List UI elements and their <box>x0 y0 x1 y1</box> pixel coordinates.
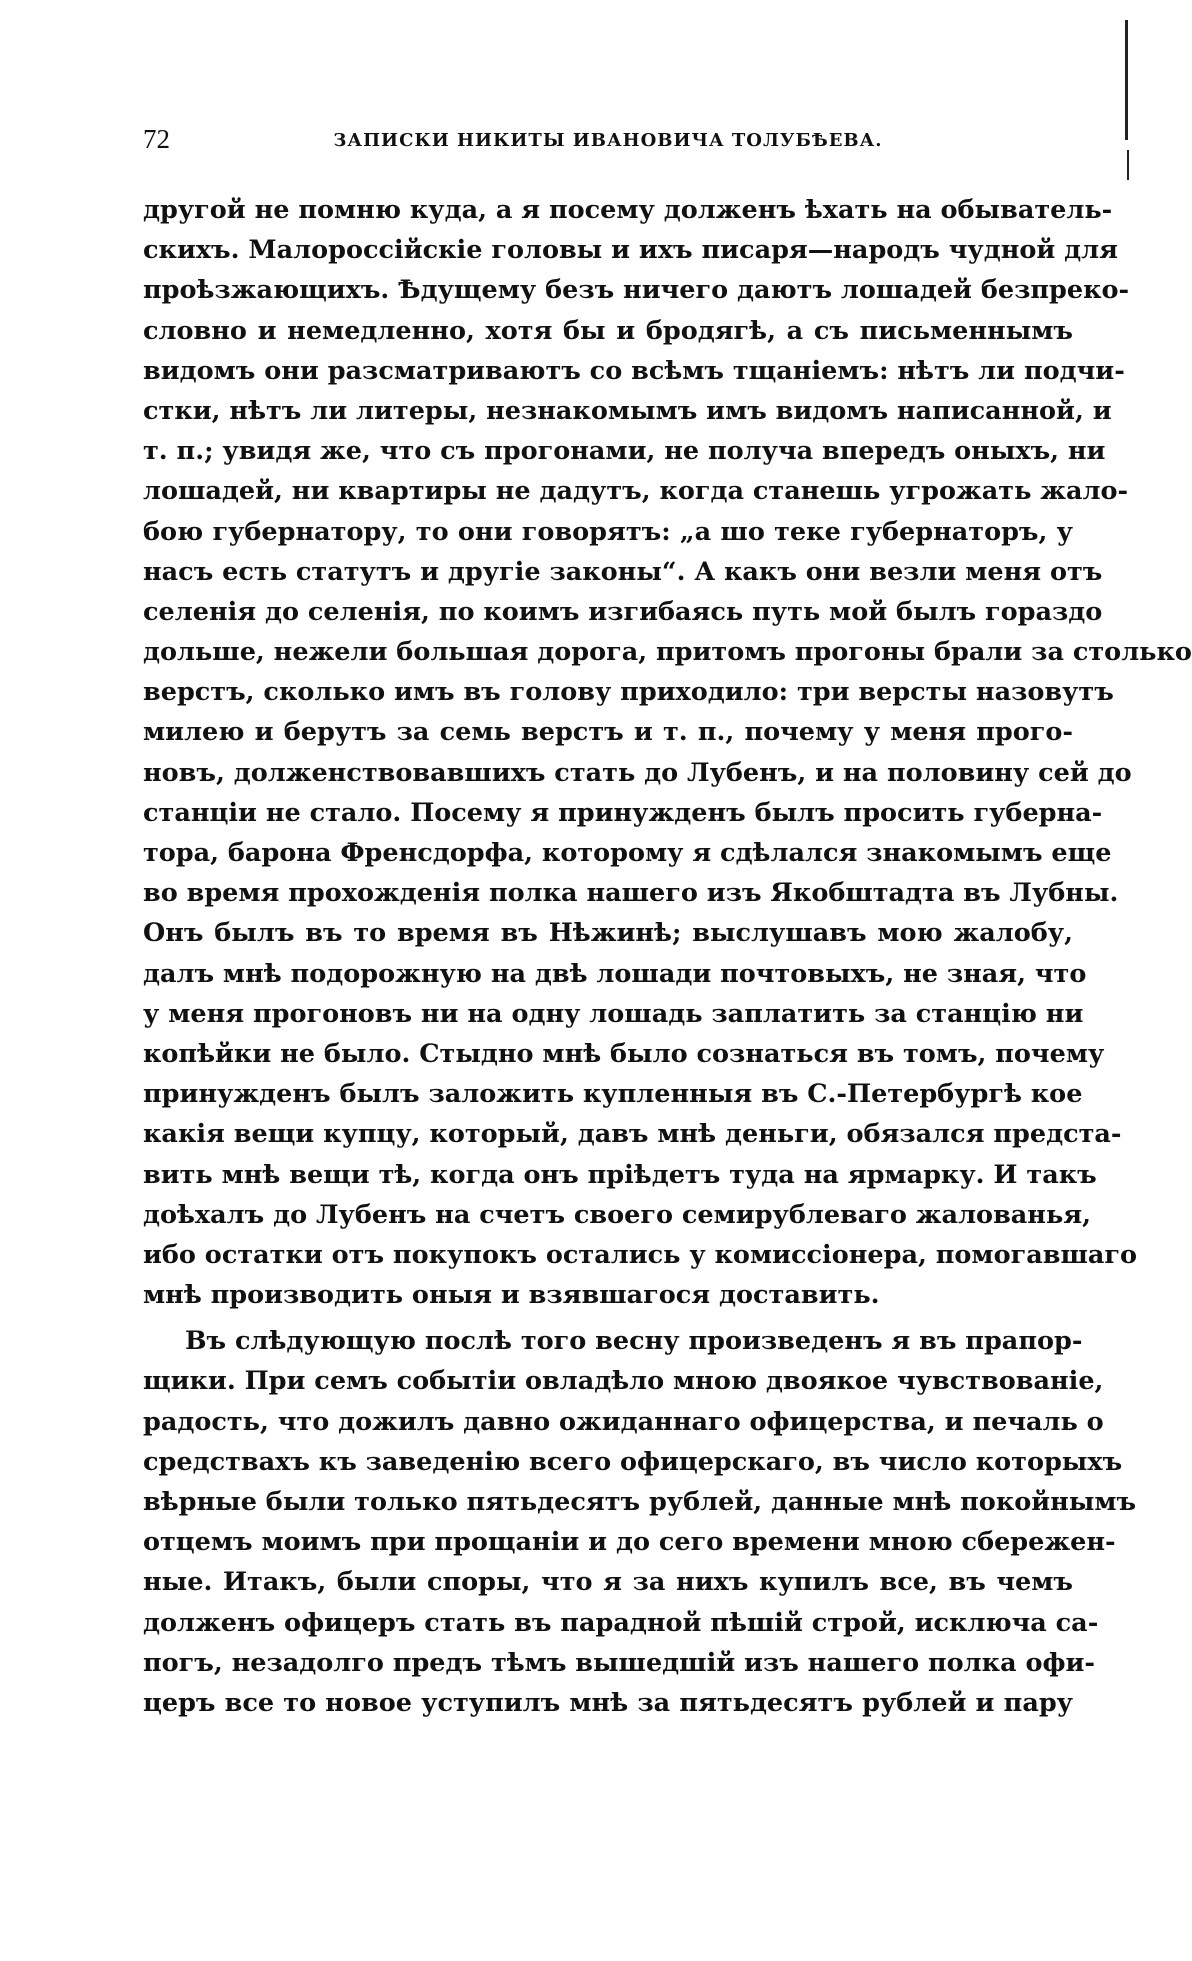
text-line: насъ есть статутъ и другіе законы“. А какъ они везли меня отъ <box>143 556 1103 587</box>
text-line: бою губернатору, то они говорятъ: „а шо теке губернаторъ, у <box>143 516 1073 547</box>
text-line: новъ, долженствовавшихъ стать до Лубенъ, и на половину сей до <box>143 757 1132 788</box>
text-line: Въ слѣдующую послѣ того весну произведенъ я въ прапор- <box>185 1326 1083 1357</box>
text-line: вѣрные были только пятьдесятъ рублей, данные мнѣ покойнымъ <box>143 1487 1137 1517</box>
text-line: долженъ офицеръ стать въ парадной пѣшій строй, исключа са- <box>143 1607 1099 1638</box>
text-line: какія вещи купцу, который, давъ мнѣ деньги, обязался предста- <box>143 1119 1122 1150</box>
text-line: копѣйки не было. Стыдно мнѣ было сознаться въ томъ, почему <box>143 1038 1105 1069</box>
text-line: погъ, незадолго предъ тѣмъ вышедшій изъ нашего полка офи- <box>143 1647 1095 1678</box>
text-line: милею и берутъ за семь верстъ и т. п., почему у меня прого- <box>143 717 1073 748</box>
text-line: вить мнѣ вещи тѣ, когда онъ пріѣдетъ туда на ярмарку. И такъ <box>143 1159 1097 1190</box>
text-line: т. п.; увидя же, что съ прогонами, не получа впередъ оныхъ, ни <box>143 436 1106 467</box>
text-line: скихъ. Малороссійскіе головы и ихъ писаря—народъ чудной для <box>143 235 1118 266</box>
text-line: верстъ, сколько имъ въ голову приходило: три версты назовутъ <box>143 677 1114 708</box>
text-line: селенія до селенія, по коимъ изгибаясь путь мой былъ гораздо <box>143 596 1103 627</box>
text-line: лошадей, ни квартиры не дадутъ, когда станешь угрожать жало- <box>143 476 1129 507</box>
text-line: средствахъ къ заведенію всего офицерскаго, въ число которыхъ <box>143 1446 1123 1477</box>
text-line: принужденъ былъ заложить купленныя въ С.-Петербургѣ кое <box>143 1079 1083 1110</box>
text-line: ибо остатки отъ покупокъ остались у комиссіонера, помогавшаго <box>143 1239 1138 1270</box>
text-line: дольше, нежели большая дорога, притомъ прогоны брали за столько <box>143 637 1192 668</box>
text-line: проѣзжающихъ. Ѣдущему безъ ничего даютъ лошадей безпреко- <box>143 275 1130 306</box>
text-line: у меня прогоновъ ни на одну лошадь заплатить за станцію ни <box>143 998 1084 1029</box>
text-line: далъ мнѣ подорожную на двѣ лошади почтовыхъ, не зная, что <box>143 958 1087 989</box>
text-line: видомъ они разсматриваютъ со всѣмъ тщаніемъ: нѣтъ ли подчи- <box>143 355 1125 386</box>
text-line: стки, нѣтъ ли литеры, незнакомымъ имъ видомъ написанной, и <box>143 395 1112 426</box>
paragraph <box>143 190 1192 1315</box>
text-line: доѣхалъ до Лубенъ на счетъ своего семирублеваго жалованья, <box>143 1199 1091 1230</box>
page-header <box>143 124 1073 164</box>
page-number: 72 <box>143 124 170 154</box>
text-line: другой не помню куда, а я посему долженъ ѣхать на обыватель- <box>143 195 1113 225</box>
running-title: ЗАПИСКИ НИКИТЫ ИВАНОВИЧА ТОЛУБѢЕВА. <box>333 130 883 151</box>
text-line: радость, что дожилъ давно ожиданнаго офицерства, и печаль о <box>143 1406 1104 1437</box>
text-line: отцемъ моимъ при прощаніи и до сего времени мною сбережен- <box>143 1527 1116 1558</box>
scan-margin-mark <box>1127 150 1129 180</box>
text-line: станціи не стало. Посему я принужденъ былъ просить губерна- <box>143 797 1103 828</box>
text-line: во время прохожденія полка нашего изъ Якобштадта въ Лубны. <box>143 878 1119 909</box>
text-line: словно и немедленно, хотя бы и бродягѣ, а съ письменнымъ <box>143 315 1073 346</box>
scan-margin-mark <box>1125 20 1128 140</box>
text-line: церъ все то новое уступилъ мнѣ за пятьдесятъ рублей и пару <box>143 1687 1073 1718</box>
body-text <box>143 190 1192 1723</box>
text-line: ные. Итакъ, были споры, что я за нихъ купилъ все, въ чемъ <box>143 1567 1073 1598</box>
text-line: щики. При семъ событіи овладѣло мною двоякое чувствованіе, <box>143 1366 1104 1397</box>
text-line: Онъ былъ въ то время въ Нѣжинѣ; выслушавъ мою жалобу, <box>143 918 1073 949</box>
text-line: тора, барона Френсдорфа, которому я сдѣлался знакомымъ еще <box>143 838 1112 868</box>
text-line: мнѣ производить оныя и взявшагося доставить. <box>143 1280 880 1311</box>
paragraph <box>143 1321 1137 1723</box>
